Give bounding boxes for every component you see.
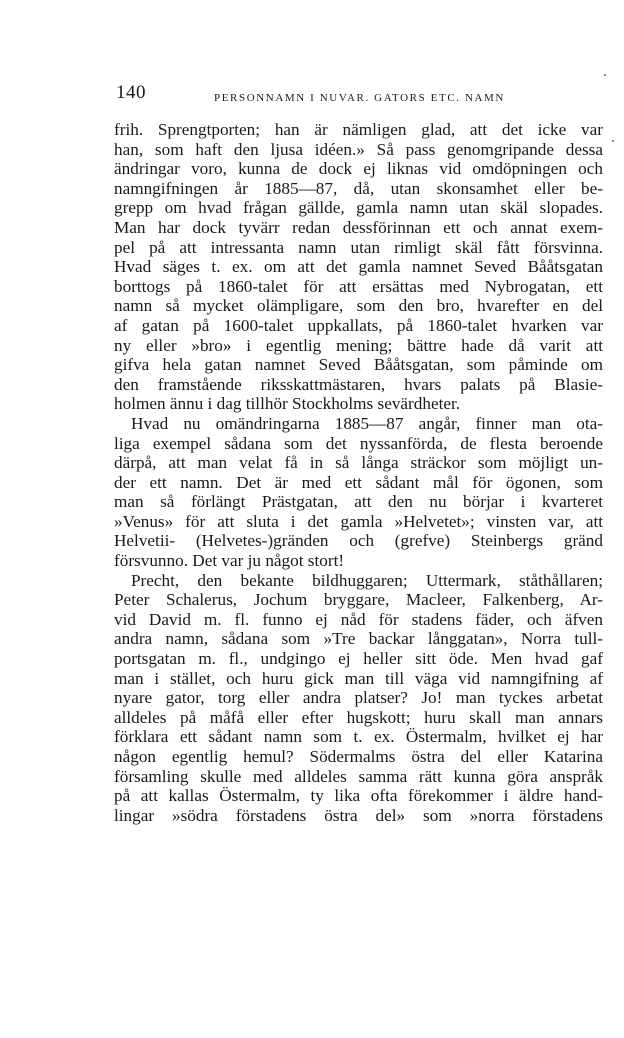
paper-speck (604, 74, 606, 76)
text-line: alldeles på måfå eller efter hugskott; huru skall man annars (114, 707, 603, 727)
paragraph (114, 414, 603, 571)
text-line: af gatan på 1600-talet uppkallats, på 1860-talet hvarken var (114, 315, 603, 335)
text-line: borttogs på 1860-talet för att ersättas med Nybrogatan, ett (114, 276, 603, 296)
text-line: församling skulle med alldeles samma rätt kunna göra anspråk (114, 766, 603, 786)
text-line: förklara ett sådant namn som t. ex. Östermalm, hvilket ej har (114, 727, 603, 747)
text-line: därpå, att man velat få in så långa sträckor som möjligt un- (114, 453, 603, 473)
text-line: på att kallas Östermalm, ty lika ofta förekommer i äldre hand- (114, 786, 603, 806)
text-line: portsgatan m. fl., undgingo ej heller sitt öde. Men hvad gaf (114, 649, 603, 669)
text-line: »Venus» för att sluta i det gamla »Helvetet»; vinsten var, att (114, 511, 603, 531)
text-line: gifva hela gatan namnet Seved Bååtsgatan, som påminde om (114, 355, 603, 375)
text-line: nyare gator, torg eller andra platser? Jo! man tyckes arbetat (114, 688, 603, 708)
text-line: andra namn, sådana som »Tre backar långgatan», Norra tull- (114, 629, 603, 649)
text-line: grepp om hvad frågan gällde, gamla namn utan skäl slopades. (114, 198, 603, 218)
running-title: PERSONNAMN I NUVAR. GATORS ETC. NAMN (214, 92, 505, 104)
paragraph (114, 120, 603, 414)
text-line: Precht, den bekante bildhuggaren; Uttermark, ståthållaren; (131, 570, 603, 590)
text-line: Hvad säges t. ex. om att det gamla namnet Seved Bååtsgatan (114, 257, 603, 277)
text-line: ändringar voro, kunna de dock ej liknas vid omdöpningen och (114, 159, 603, 179)
page-number: 140 (116, 82, 146, 103)
text-line: den framstående riksskattmästaren, hvars palats på Blasie- (114, 374, 603, 394)
text-line: försvunno. Det var ju något stort! (114, 551, 345, 571)
text-line: han, som haft den ljusa idéen.» Så pass genomgripande dessa (114, 139, 603, 159)
text-line: Helvetii- (Helvetes-)gränden och (grefve) Steinbergs gränd (114, 531, 603, 551)
text-line: holmen ännu i dag tillhör Stockholms sevärdheter. (114, 394, 461, 414)
text-line: lingar »södra förstadens östra del» som »norra förstadens (114, 805, 603, 825)
text-line: vid David m. fl. funno ej nåd för stadens fäder, och äfven (114, 609, 603, 629)
paragraph (114, 571, 603, 826)
text-line: Peter Schalerus, Jochum bryggare, Macleer, Falkenberg, Ar- (114, 590, 603, 610)
text-line: man i stället, och huru gick man till väga vid namngifning af (114, 668, 603, 688)
text-line: någon egentlig hemul? Södermalms östra del eller Katarina (114, 747, 603, 766)
text-line: frih. Sprengtporten; han är nämligen glad, att det icke var (114, 120, 603, 139)
text-line: Hvad nu omändringarna 1885—87 angår, finner man ota- (131, 413, 603, 433)
paper-speck (612, 140, 614, 142)
text-line: pel på att intressanta namn utan rimligt skäl fått försvinna. (114, 237, 603, 257)
text-line: liga exempel sådana som det nyssanförda, de flesta beroende (114, 433, 603, 453)
text-line: namn så mycket olämpligare, som den bro, hvarefter en del (114, 296, 603, 316)
body-text (114, 120, 603, 825)
text-line: man så förlängt Prästgatan, att den nu börjar i kvarteret (114, 492, 603, 512)
text-line: ny eller »bro» i egentlig mening; bättre hade då varit att (114, 335, 603, 355)
text-line: namngifningen år 1885—87, då, utan skonsamhet eller be- (114, 178, 603, 198)
text-line: Man har dock tyvärr redan dessförinnan ett och annat exem- (114, 217, 603, 237)
page-header (116, 82, 606, 108)
text-line: der ett namn. Det är med ett sådant mål för ögonen, som (114, 472, 603, 492)
